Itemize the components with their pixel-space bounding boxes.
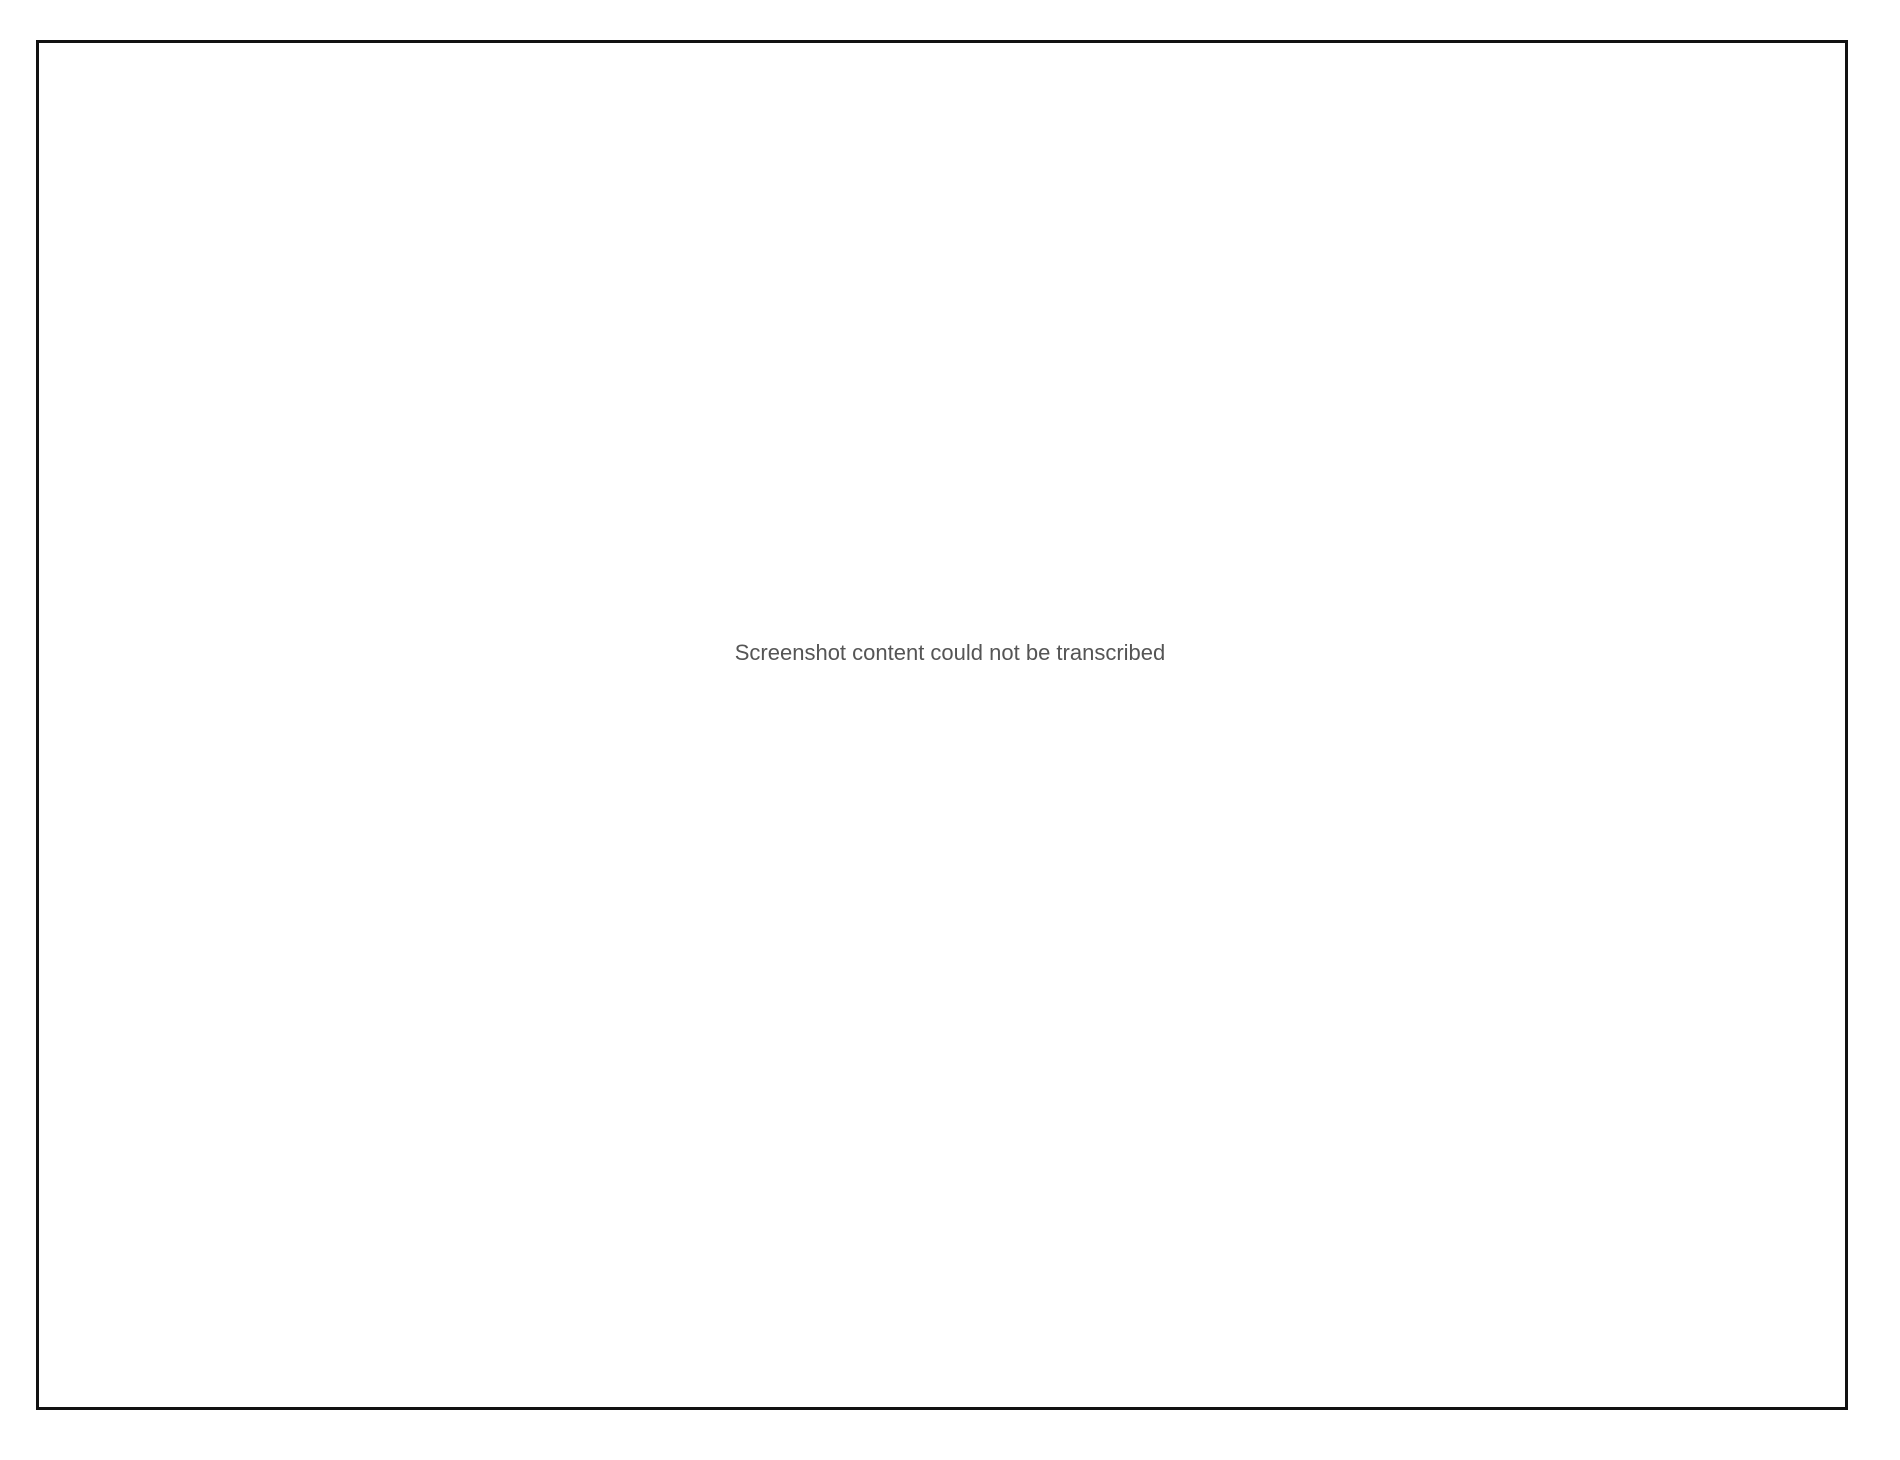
page-frame bbox=[36, 40, 1848, 1410]
page-notice: Screenshot content could not be transcribed bbox=[734, 640, 1166, 665]
